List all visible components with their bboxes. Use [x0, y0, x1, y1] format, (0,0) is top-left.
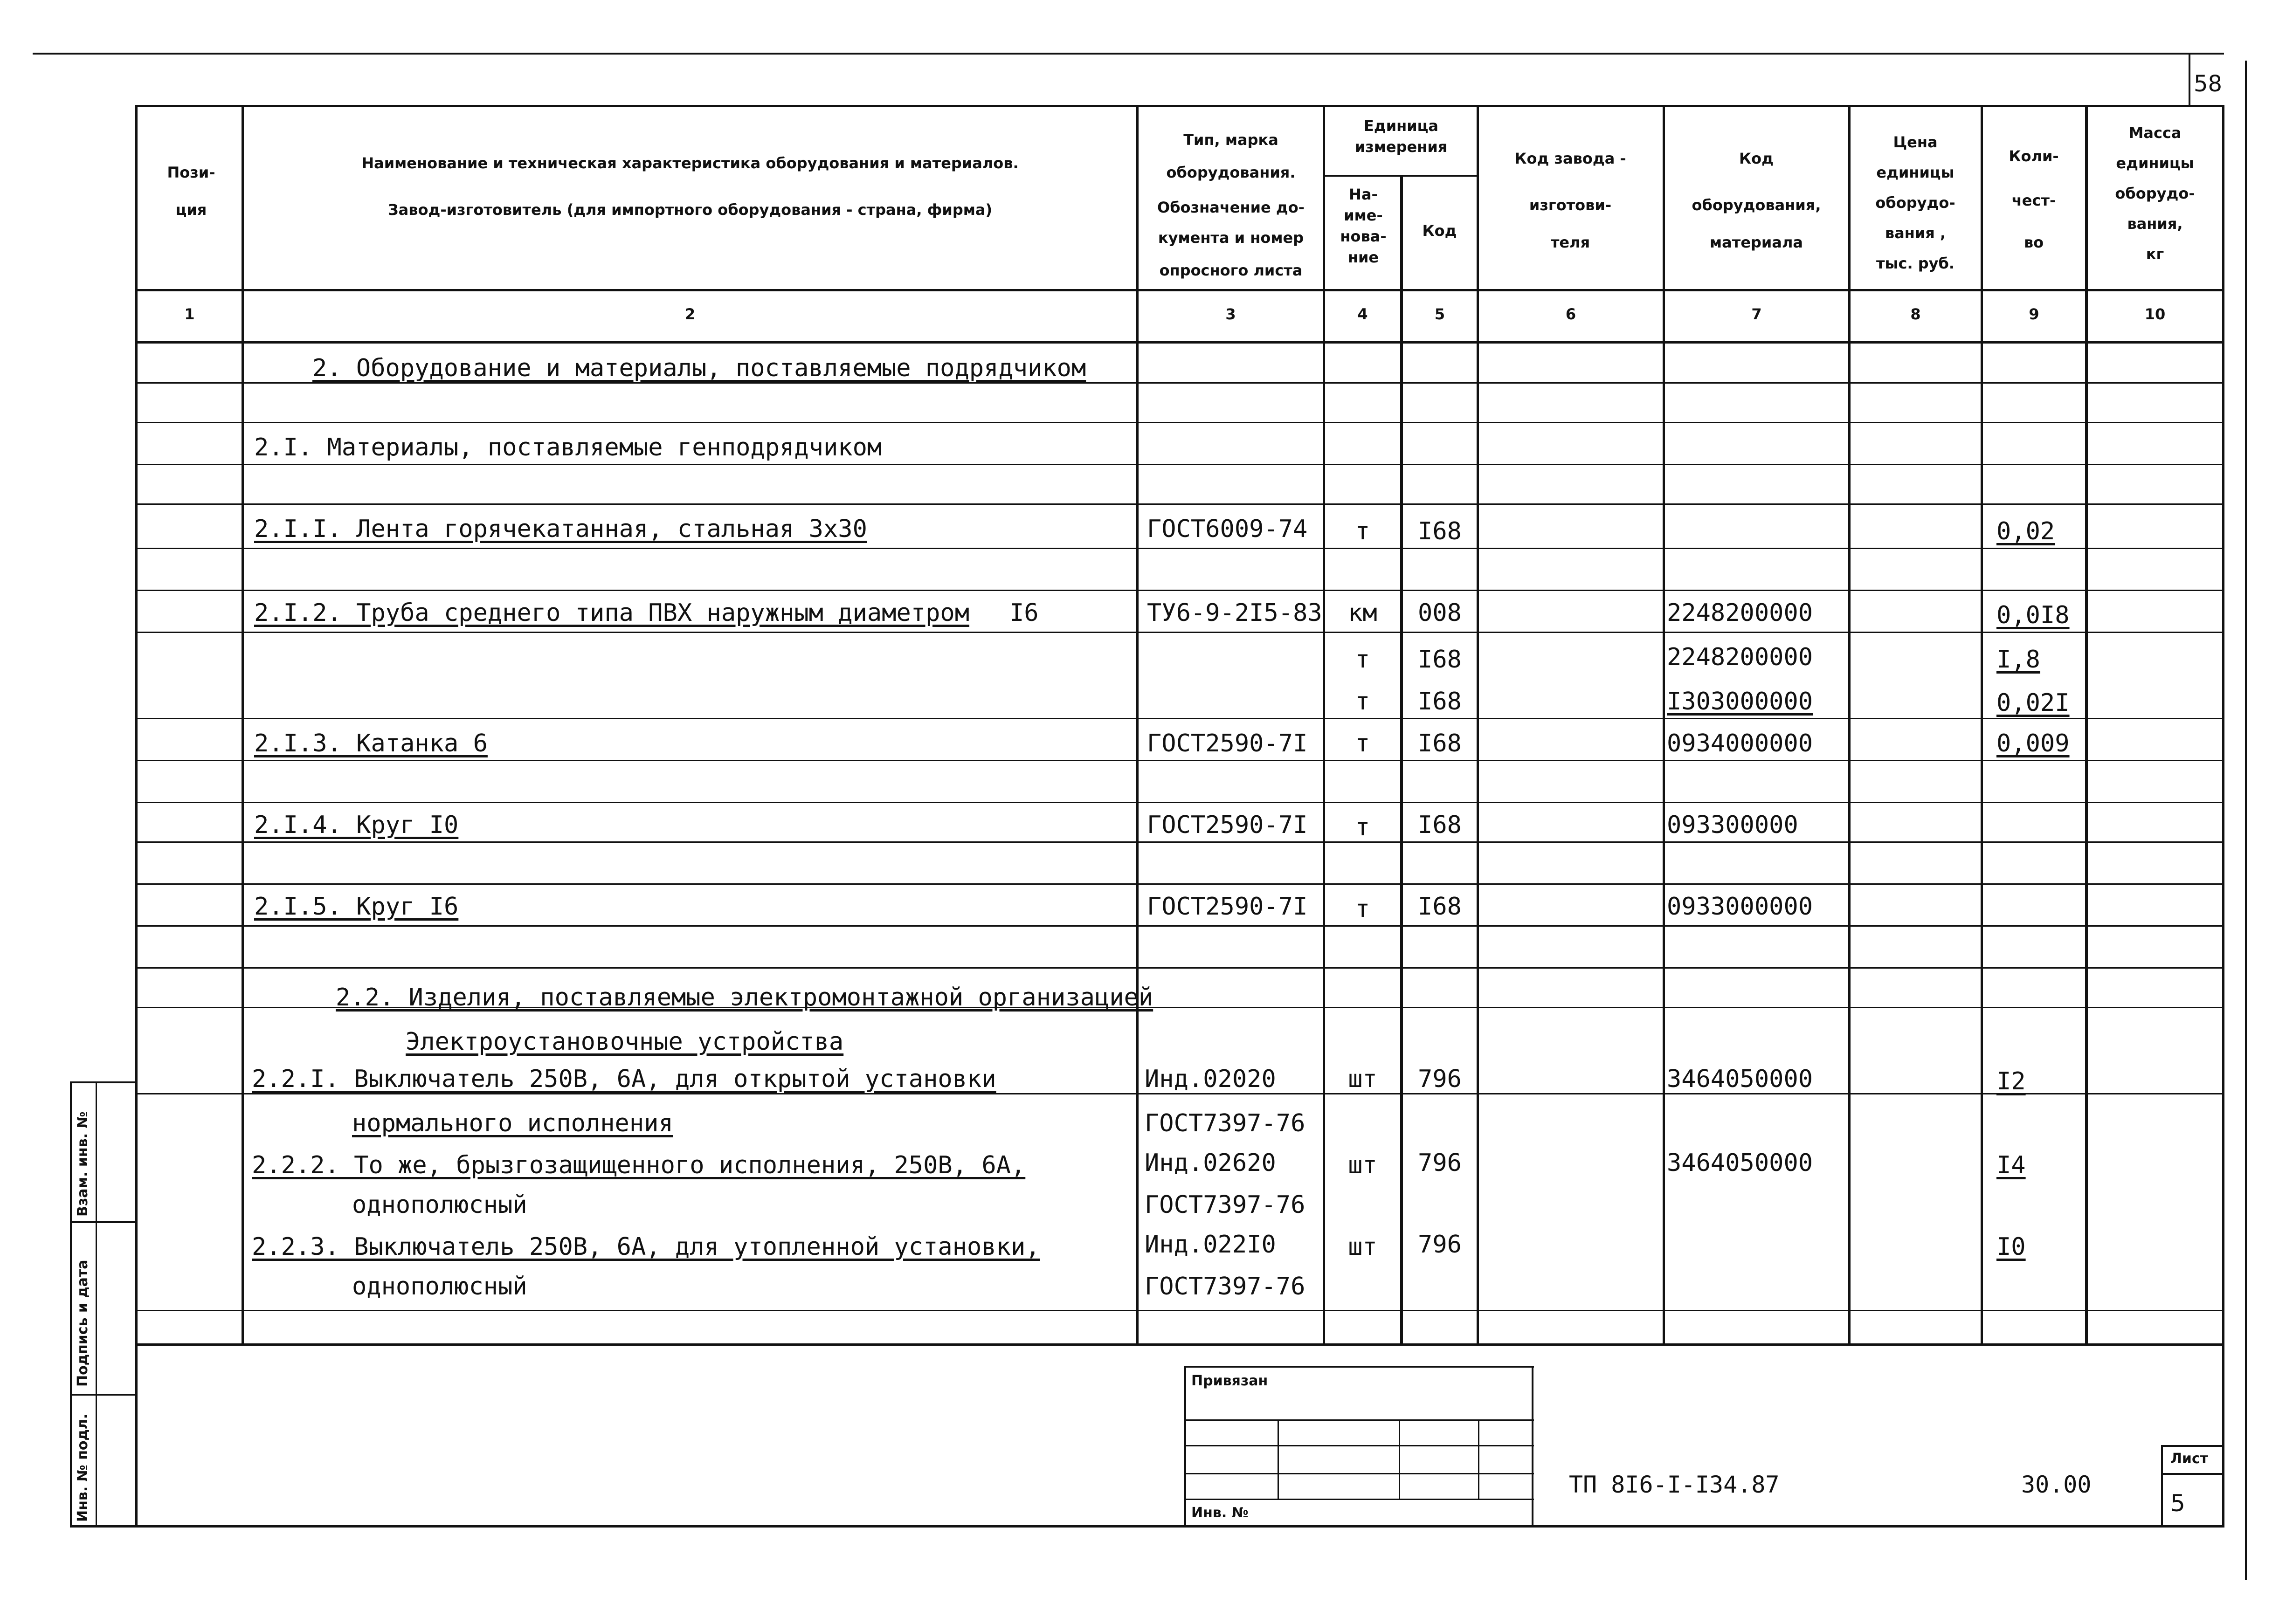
section-2-1-title: 2.I. Материалы, поставляемые генподрядчиком: [254, 434, 882, 461]
side-strip-div: [70, 1394, 136, 1396]
sheet-box-div: [2161, 1473, 2224, 1475]
sheet-label: Лист: [2170, 1451, 2209, 1467]
row-line: [136, 590, 2224, 591]
section-code: 30.00: [2021, 1471, 2092, 1498]
side-strip-mid: [96, 1081, 97, 1528]
stamp-line: [1184, 1499, 1534, 1500]
row-line: [136, 1093, 2224, 1094]
stamp-col: [1478, 1419, 1479, 1500]
row-line: [136, 760, 2224, 761]
row-line: [136, 802, 2224, 803]
stamp-line: [1184, 1473, 1534, 1474]
row-line: [136, 503, 2224, 505]
document-code: ТП 8I6-I-I34.87: [1569, 1471, 1780, 1498]
col5-right: [1477, 105, 1479, 1345]
side-label-inv: Инв. № подл.: [75, 1413, 91, 1522]
row-line: [136, 632, 2224, 633]
sheet-number: 5: [2170, 1490, 2185, 1517]
stamp-line: [1184, 1445, 1534, 1446]
row-line: [136, 925, 2224, 927]
right-margin-line: [2245, 61, 2247, 1580]
stamp-privyazan: Привязан: [1191, 1373, 1268, 1389]
stamp-col: [1278, 1419, 1279, 1500]
stamp-left: [1184, 1366, 1186, 1528]
frame-right: [2222, 105, 2224, 1528]
stamp-top: [1184, 1366, 1534, 1368]
unit-group-divider: [1323, 175, 1477, 177]
stamp-inv: Инв. №: [1191, 1505, 1249, 1521]
col8-right: [1981, 105, 1983, 1345]
side-label-vzam: Взам. инв. №: [75, 1111, 91, 1217]
side-strip-left: [70, 1081, 72, 1528]
col9-right: [2085, 105, 2088, 1345]
row-line: [136, 464, 2224, 465]
col6-right: [1663, 105, 1665, 1345]
section-2-2-title: 2.2. Изделия, поставляемые электромонтажной организацией: [336, 984, 1153, 1012]
table-top: [136, 105, 2224, 107]
row-line: [136, 1310, 2224, 1311]
section-2-2-subtitle: Электроустановочные устройства: [406, 1028, 844, 1056]
row-line: [136, 883, 2224, 885]
page-number: 58: [2194, 71, 2223, 97]
sheet-box-left: [2161, 1445, 2163, 1528]
side-strip-top: [70, 1081, 136, 1083]
pagenum-box-left: [2189, 55, 2190, 106]
col5-header: Код: [1422, 222, 1457, 240]
row-line: [136, 548, 2224, 549]
row-line: [136, 382, 2224, 384]
stamp-col: [1399, 1419, 1400, 1500]
row-line: [136, 422, 2224, 423]
section-2-title: 2. Оборудование и материалы, поставляемые подрядчиком: [312, 354, 1086, 382]
sheet-box-top: [2161, 1445, 2224, 1447]
stamp-line: [1184, 1419, 1534, 1421]
col7-right: [1848, 105, 1851, 1345]
side-strip-div: [70, 1221, 136, 1223]
col1-right: [242, 105, 244, 1345]
row-line: [136, 841, 2224, 843]
table-bottom: [136, 1343, 2224, 1346]
stamp-right: [1532, 1366, 1533, 1528]
row-line: [136, 967, 2224, 969]
row-line: [136, 718, 2224, 719]
numrow-bottom: [136, 341, 2224, 344]
top-rule: [33, 53, 2224, 55]
frame-bottom: [70, 1525, 2224, 1528]
header-bottom: [136, 289, 2224, 291]
col2-right: [1136, 105, 1139, 1345]
side-label-podpis: Подпись и дата: [75, 1259, 91, 1387]
